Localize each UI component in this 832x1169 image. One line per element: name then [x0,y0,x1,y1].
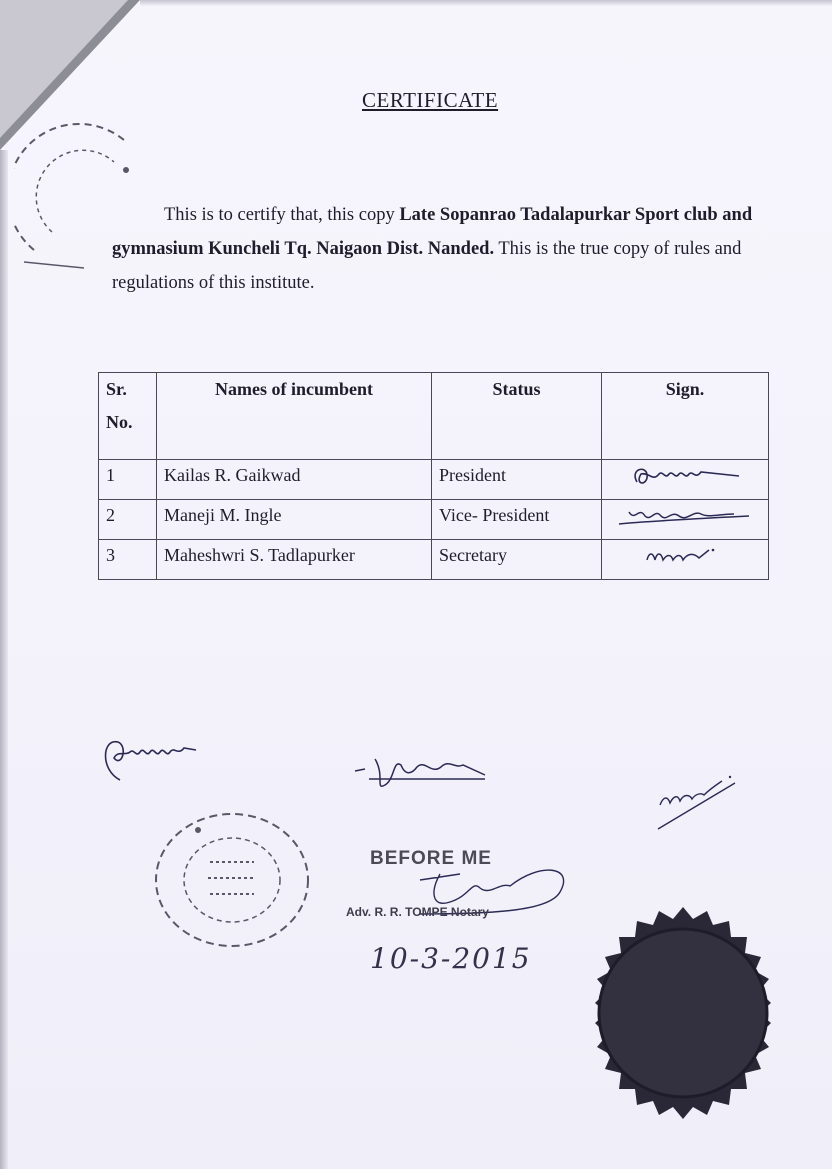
society-round-stamp [150,808,315,953]
table-row [99,460,769,500]
header-sign: Sign. [602,373,769,460]
cell-status: President [432,460,602,500]
cell-sr: 1 [99,460,157,500]
table-row [99,540,769,580]
certificate-title: CERTIFICATE [362,88,499,112]
cell-sr: 3 [99,540,157,580]
notary-before-me: BEFORE ME [370,848,492,869]
notary-name: Adv. R. R. TOMPE Notary [346,905,489,919]
header-sr-no: Sr. No. [99,373,157,460]
cell-signature [602,540,769,580]
signature-3 [609,540,749,570]
scan-edge [140,0,832,6]
cell-signature [602,460,769,500]
cell-name: Maneji M. Ingle [157,500,432,540]
incumbents-table [98,372,769,580]
notary-date: 10-3-2015 [370,942,532,975]
signature-2 [609,500,749,530]
cell-signature [602,500,769,540]
signature-1 [609,460,749,490]
header-status: Status [432,373,602,460]
certification-paragraph [112,198,772,300]
certification-lead: This is to certify that, this copy [164,205,395,225]
cell-status: Vice- President [432,500,602,540]
scan-edge [0,150,8,1169]
header-names: Names of incumbent [157,373,432,460]
organization-name: Late Sopanrao Tadalapurkar Sport club and gymnasium Kuncheli Tq. Naigaon Dist. Nanded. [112,205,753,259]
certification-closing: This is the true copy of rules and regulations of this institute. [112,239,742,293]
cell-sr: 2 [99,500,157,540]
notary-embossed-seal [573,903,793,1123]
cell-status: Secretary [432,540,602,580]
signature-secretary-bottom [650,765,750,835]
cell-name: Maheshwri S. Tadlapurker [157,540,432,580]
table-row [99,500,769,540]
table-header-row [99,373,769,460]
signature-president-bottom [98,728,208,788]
signature-vice-president-bottom [345,745,495,800]
cell-name: Kailas R. Gaikwad [157,460,432,500]
